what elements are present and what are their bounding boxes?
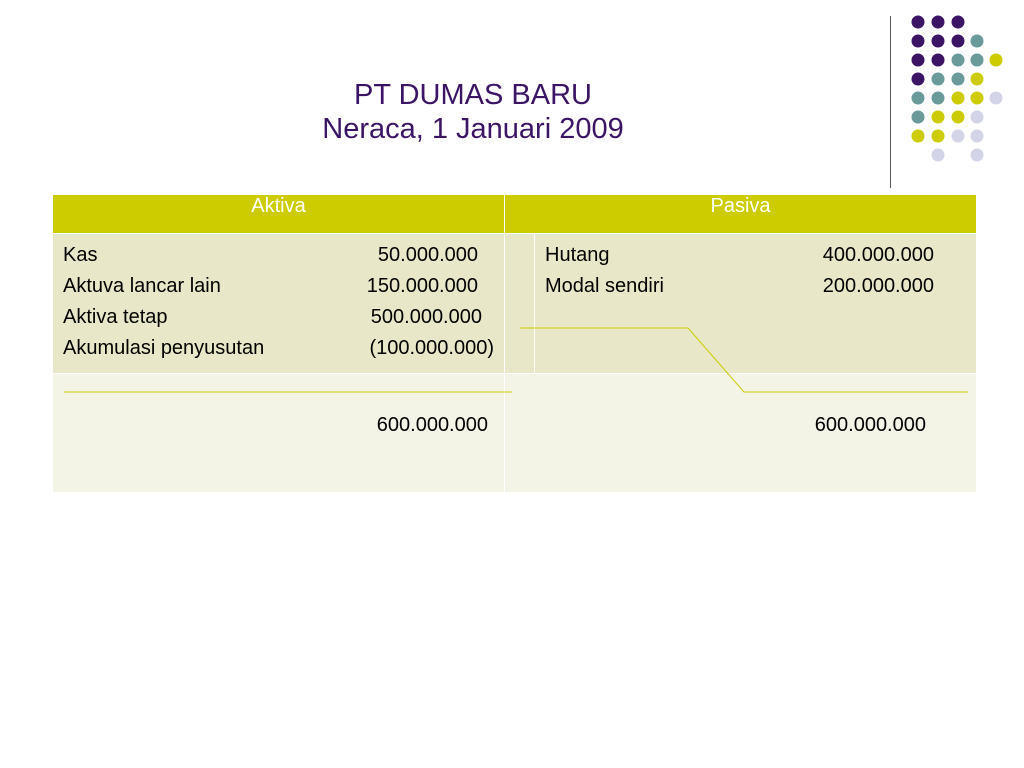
decorative-dot <box>932 54 945 67</box>
decorative-dot <box>952 54 965 67</box>
decorative-dot <box>990 54 1003 67</box>
aktiva-total: 600.000.000 <box>376 414 488 436</box>
spacer-cell <box>505 234 535 374</box>
header-aktiva: Aktiva <box>53 195 505 234</box>
decorative-dot <box>912 130 925 143</box>
aktiva-item <box>63 240 494 271</box>
aktiva-total-cell <box>53 374 505 493</box>
aktiva-item <box>63 333 494 364</box>
company-name: PT DUMAS BARU <box>354 79 592 111</box>
aktiva-item-label: Kas <box>63 244 98 266</box>
decorative-dot <box>952 35 965 48</box>
decorative-dot <box>932 92 945 105</box>
pasiva-total: 600.000.000 <box>814 414 926 436</box>
table-header-row <box>53 195 977 234</box>
decorative-dot <box>971 92 984 105</box>
totals-row <box>53 374 977 493</box>
decorative-dot <box>971 149 984 162</box>
aktiva-item <box>63 302 494 333</box>
decorative-dot <box>932 111 945 124</box>
aktiva-item-label: Aktiva tetap <box>63 306 168 328</box>
decorative-dot <box>932 149 945 162</box>
decorative-dot <box>971 54 984 67</box>
decorative-dot <box>912 16 925 29</box>
items-row <box>53 234 977 374</box>
statement-date: Neraca, 1 Januari 2009 <box>322 113 624 145</box>
decorative-dot <box>912 73 925 86</box>
decorative-dot <box>952 16 965 29</box>
decorative-dot <box>912 92 925 105</box>
aktiva-item <box>63 271 494 302</box>
pasiva-items-cell <box>535 234 977 374</box>
decorative-dot <box>990 92 1003 105</box>
pasiva-item-value: 200.000.000 <box>822 275 934 297</box>
decorative-dot <box>952 130 965 143</box>
slide-title <box>200 78 746 146</box>
aktiva-item-value: 500.000.000 <box>370 306 482 328</box>
decorative-dot <box>971 35 984 48</box>
decorative-dot <box>971 73 984 86</box>
aktiva-items-cell <box>53 234 505 374</box>
decorative-dot <box>952 111 965 124</box>
pasiva-item-label: Hutang <box>545 244 610 266</box>
pasiva-item <box>545 271 934 302</box>
decorative-dot <box>932 16 945 29</box>
aktiva-item-value: 50.000.000 <box>377 244 478 266</box>
aktiva-item-label: Akumulasi penyusutan <box>63 337 265 359</box>
decorative-dot <box>912 35 925 48</box>
header-pasiva: Pasiva <box>505 195 977 234</box>
decorative-dot <box>912 111 925 124</box>
pasiva-item <box>545 240 934 271</box>
decorative-dot <box>932 73 945 86</box>
pasiva-total-cell <box>505 374 977 493</box>
aktiva-item-label: Aktuva lancar lain <box>63 275 221 297</box>
pasiva-item-value: 400.000.000 <box>822 244 934 266</box>
decorative-divider-line <box>890 16 891 188</box>
pasiva-item-label: Modal sendiri <box>545 275 664 297</box>
decorative-dot <box>971 130 984 143</box>
decorative-dot <box>932 35 945 48</box>
aktiva-item-value: 150.000.000 <box>366 275 478 297</box>
decorative-dot <box>952 92 965 105</box>
decorative-dot <box>971 111 984 124</box>
decorative-dot <box>952 73 965 86</box>
decorative-dot <box>912 54 925 67</box>
aktiva-item-value: (100.000.000) <box>369 337 494 359</box>
balance-sheet-table <box>52 194 977 493</box>
decorative-dot <box>932 130 945 143</box>
